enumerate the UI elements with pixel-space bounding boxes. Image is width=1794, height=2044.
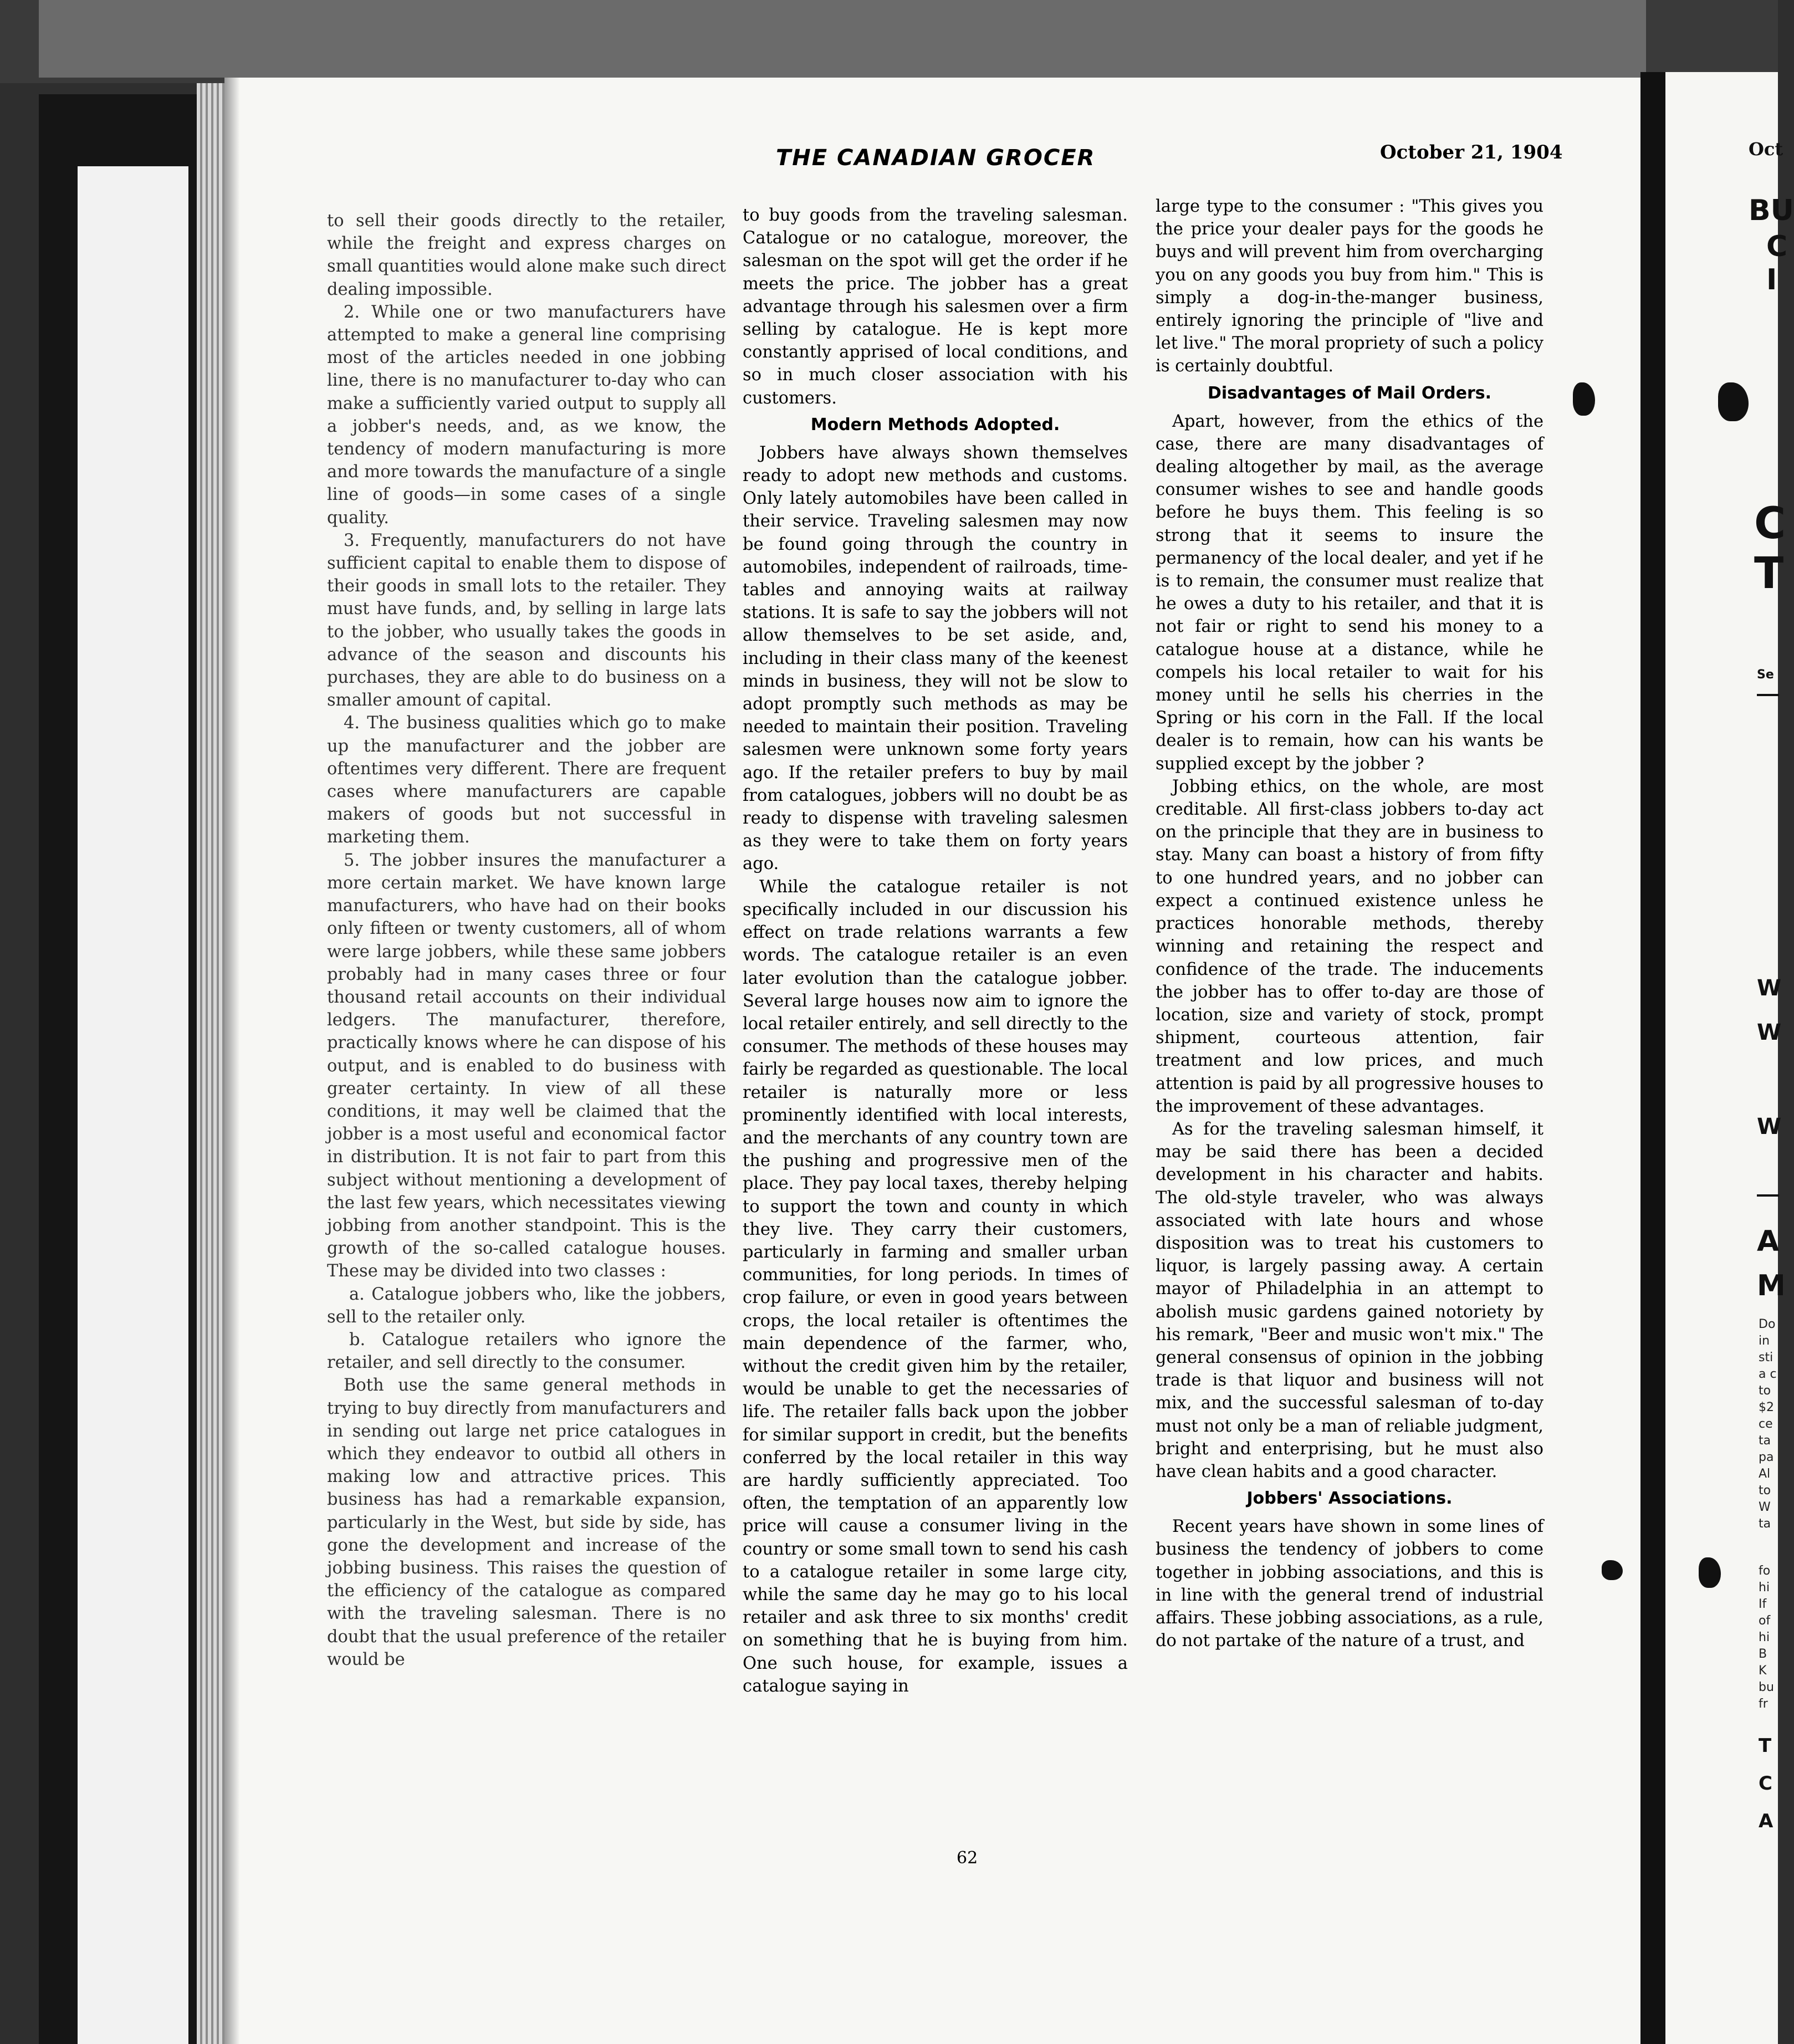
section-heading: Jobbers' Associations.: [1246, 1489, 1453, 1509]
next-page-text-fragment: W: [1757, 975, 1782, 1001]
paragraph: 5. The jobber insures the manufacturer a more certain market. We have known large manufacturers, who have had on their books only fifteen or twenty customers, all of whom were large jobbers, while these same jobbers probably had in many cases three or four thousand retail accounts on their individual ledgers. The manufacturer, therefore, practically knows where he can dispose of his output, and is enabled to do business with greater certainty. In view of all these conditions, it may well be claimed that the jobber is a most useful and economical factor in distribution. It is not fair to part from this subject without mentioning a development of the last few years, which necessitates viewing jobbing from another standpoint. This is the growth of the so-called catalogue houses. These may be divided into two classes :: [327, 850, 726, 1281]
next-page-heading-fragment: BU: [1749, 194, 1794, 227]
ink-blot: [1718, 382, 1749, 421]
paragraph: b. Catalogue retailers who ignore the retailer, and sell directly to the consumer.: [327, 1330, 726, 1373]
paragraph: 2. While one or two manufacturers have attempted to make a general line comprising most of the articles needed in one jobbing line, there is no manufacturer to-day who can make a sufficiently varied output to supply all a jobber's needs, and, as we know, the tendency of modern manufacturing is more and more towards the manufacture of a single line of goods—in some cases of a single quality.: [327, 302, 726, 528]
paragraph: Both use the same general methods in trying to buy directly from manufacturers and in sending out large net price catalogues in which they endeavor to outbid all others in making low and attractive prices. This business has had a remarkable expansion, particularly in the West, but side by side, has gone the development and increase of the jobbing business. This raises the question of the efficiency of the catalogue as compared with the traveling salesman. There is no doubt that the usual preference of the retailer would be: [327, 1376, 726, 1669]
next-page-text-fragment: T: [1759, 1735, 1772, 1757]
paragraph: to sell their goods directly to the retailer, while the freight and express charges on small quantities would alone make such direct dealing impossible.: [327, 211, 726, 299]
next-page-text-fragment: C: [1759, 1772, 1772, 1795]
next-page-date-fragment: Oct: [1749, 139, 1783, 160]
rule: [1757, 1194, 1779, 1197]
next-page-heading-fragment: I: [1766, 263, 1777, 297]
paragraph: While the catalogue retailer is not specifically included in our discussion his effect on trade relations warrants a few words. The catalogue retailer is an even later evolution than the catalogue jobber. Several large houses now aim to ignore the local retailer entirely, and sell directly to the consumer. The methods of these houses may fairly be regarded as questionable. The local retailer is naturally more or less prominently identified with local interests, and the merchants of any country town are the pushing and progressive men of the place. They pay local taxes, thereby helping to support the town and county in which they live. They carry their customers, particularly in farming and smaller urban communities, for long periods. In times of crop failure, or even in good years between crops, the local retailer is oftentimes the main dependence of the farmer, who, without the credit given him by the retailer, would be unable to get the necessaries of life. The retailer falls back upon the jobber for similar support in credit, but the benefits conferred by the local retailer in this way are hardly sufficiently appreciated. Too often, the temptation of an apparently low price will cause a consumer living in the country or some small town to send his cash to a catalogue retailer in some large city, while the same day he may go to his local retailer and ask three to six months' credit on something that he is buying from him. One such house, for example, issues a catalogue saying in: [743, 877, 1128, 1696]
paragraph: Jobbers have always shown themselves ready to adopt new methods and customs. Only lately automobiles have been called in their service. Traveling salesmen may now be found going through the country in automobiles, independent of railroads, time-tables and annoying waits at railway stations. It is safe to say the jobbers will not allow themselves to be set aside, and, including in their class many of the keenest minds in business, they will not be slow to adopt promptly such methods as may be needed to maintain their position. Traveling salesmen were unknown some forty years ago. If the retailer prefers to buy by mail from catalogues, jobbers will no doubt be as ready to dispense with traveling salesmen as they were to take them on forty years ago.: [743, 443, 1128, 874]
article-column-1: [327, 209, 726, 1671]
page-binding-shadow: [224, 78, 240, 2044]
next-page-text-fragment: A: [1759, 1810, 1773, 1832]
next-page-text-fragment: Se: [1757, 668, 1774, 682]
issue-date: October 21, 1904: [1380, 141, 1563, 163]
paragraph: a. Catalogue jobbers who, like the jobbers, sell to the retailer only.: [327, 1284, 726, 1327]
next-page-heading-fragment: T: [1754, 549, 1784, 599]
article-column-3: [1156, 195, 1543, 1652]
next-page-heading-fragment: C: [1754, 499, 1786, 549]
next-page-text-fragment: W: [1757, 1114, 1782, 1139]
next-page-text-fragment: W: [1757, 1020, 1782, 1045]
page-gutter: [1640, 72, 1665, 2044]
publication-title: THE CANADIAN GROCER: [776, 145, 1096, 171]
next-page-text-fragment: fo hi If of hi B K bu fr: [1759, 1564, 1774, 1711]
section-heading: Disadvantages of Mail Orders.: [1207, 383, 1491, 403]
next-page-heading-fragment: C: [1766, 230, 1788, 263]
article-column-2: [743, 204, 1128, 1698]
ink-blot: [1699, 1557, 1721, 1588]
next-page-text-fragment: Do in sti a c to $2 ce ta pa Al to W ta: [1759, 1317, 1777, 1531]
paragraph: 3. Frequently, manufacturers do not have sufficient capital to enable them to dispose of their goods in small lots to the retailer. They must have funds, and, by selling in large lats to the jobber, who usually takes the goods in advance of the season and discounts his purchases, they are able to do business on a smaller amount of capital.: [327, 530, 726, 711]
paragraph: 4. The business qualities which go to make up the manufacturer and the jobber are oftentimes very different. There are frequent cases where manufacturers are capable makers of goods but not successful in marketing them.: [327, 713, 726, 847]
paragraph: As for the traveling salesman himself, it may be said there has been a decided development in his character and habits. The old-style traveler, who was always associated with late hours and whose disposition was to treat his customers to liquor, is largely passing away. A certain mayor of Philadelphia in an attempt to abolish music gardens gained notoriety by his remark, "Beer and music won't mix." The general consensus of opinion in the jobbing trade is that liquor and business will not mix, and the successful salesman of to-day must not only be a man of reliable judgment, bright and enterprising, but he must also have clean habits and a good character.: [1156, 1119, 1543, 1481]
ink-blot: [1602, 1560, 1623, 1580]
page-stack-edge: [197, 83, 224, 2044]
rule: [1757, 694, 1779, 696]
paragraph: Jobbing ethics, on the whole, are most creditable. All first-class jobbers to-day act on the principle that they are in business to stay. Many can boast a history of from fifty to one hundred years, and no jobber can expect a continued existence unless he practices honorable methods, thereby winning and retaining the respect and confidence of the trade. The inducements the jobber has to offer to-day are those of location, size and variety of stock, prompt shipment, courteous attention, fair treatment and low prices, and much attention is paid by all progressive houses to the improvement of these advantages.: [1156, 776, 1543, 1116]
section-heading: Modern Methods Adopted.: [810, 415, 1060, 435]
next-page-text-fragment: M: [1757, 1269, 1786, 1302]
paragraph: large type to the consumer : "This gives you the price your dealer pays for the goods he buys and will prevent him from overcharging you on any goods you buy from him." This is simply a dog-in-the-manger business, entirely ignoring the principle of "live and let live." The moral propriety of such a policy is certainly doubtful.: [1156, 197, 1543, 376]
paragraph: to buy goods from the traveling salesman. Catalogue or no catalogue, moreover, the salesman on the spot will get the order if he meets the price. The jobber has a great advantage through his salesmen over a firm selling by catalogue. He is kept more constantly apprised of local conditions, and so in much closer association with his customers.: [743, 206, 1128, 408]
paragraph: Apart, however, from the ethics of the case, there are many disadvantages of dealing altogether by mail, as the average consumer wishes to see and handle goods before he buys them. This feeling is so strong that it seems to insure the permanency of the local dealer, and yet if he is to remain, the consumer must realize that he owes a duty to his retailer, and that it is not fair or right to send his money to a catalogue house at a distance, while he compels his local retailer to wait for his money until he sells his cherries in the Spring or his corn in the Fall. If the local dealer is to remain, how can his wants be supplied except by the jobber ?: [1156, 411, 1543, 774]
scan-background-strip: [39, 0, 1646, 78]
page-number: 62: [957, 1848, 978, 1868]
next-page-text-fragment: A: [1757, 1225, 1780, 1258]
next-page-sliver: [1665, 72, 1794, 2044]
previous-page-edge: [78, 166, 188, 2044]
paragraph: Recent years have shown in some lines of business the tendency of jobbers to come together in jobbing associations, and this is in line with the general trend of industrial affairs. These jobbing associations, as a rule, do not partake of the nature of a trust, and: [1156, 1517, 1543, 1651]
